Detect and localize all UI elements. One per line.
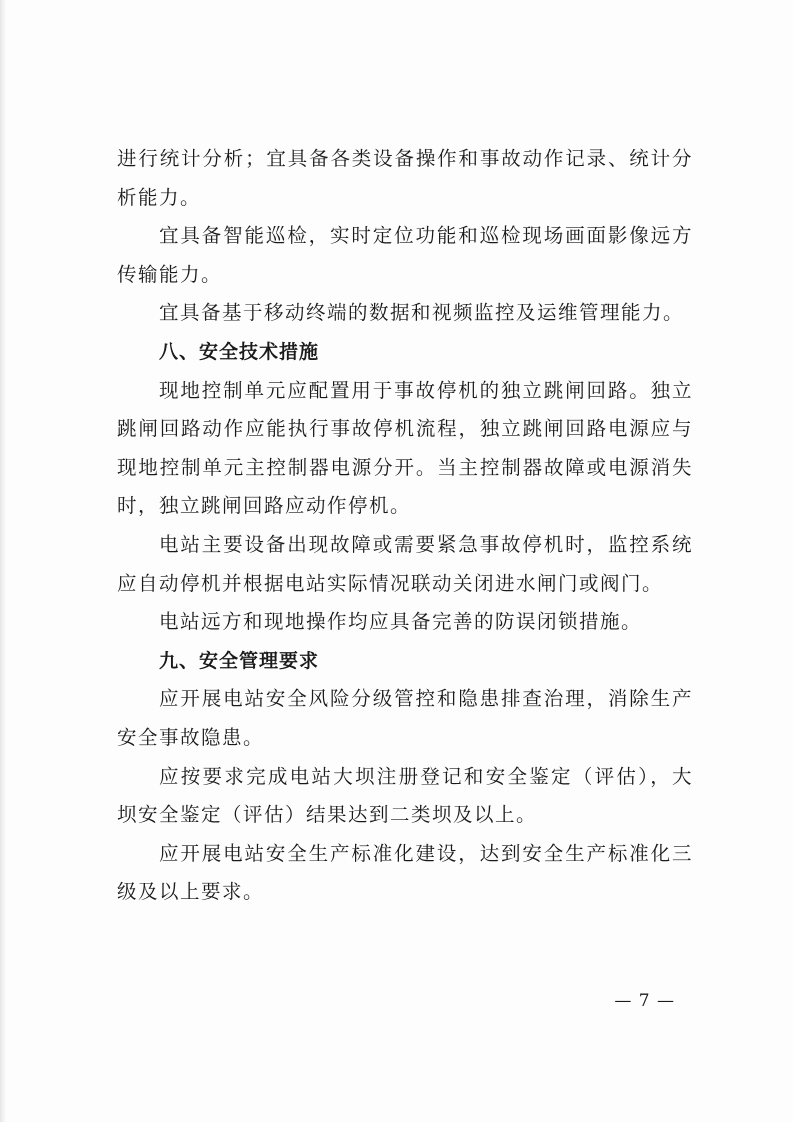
paragraph-dam-registration: 应按要求完成电站大坝注册登记和安全鉴定（评估），大坝安全鉴定（评估）结果达到二类坝及以上。 — [117, 764, 693, 827]
paragraph-statistics: 进行统计分析；宜具备各类设备操作和事故动作记录、统计分析能力。 — [117, 147, 693, 209]
paragraph-mobile-terminal: 宜具备基于移动终端的数据和视频监控及运维管理能力。 — [159, 301, 685, 325]
scan-edge-shadow — [0, 0, 6, 1122]
document-body — [117, 140, 693, 912]
paragraph-interlock: 电站远方和现地操作均应具备完善的防误闭锁措施。 — [159, 610, 643, 634]
paragraph-standardization: 应开展电站安全生产标准化建设，达到安全生产标准化三级及以上要求。 — [117, 841, 693, 904]
paragraph-risk-control: 应开展电站安全风险分级管控和隐患排查治理，消除生产安全事故隐患。 — [117, 687, 693, 749]
section-heading-safety-management: 九、安全管理要求 — [159, 649, 320, 672]
paragraph-smart-inspection: 宜具备智能巡检，实时定位功能和巡检现场画面影像远方传输能力。 — [117, 224, 693, 286]
page-number: — 7 — — [614, 991, 675, 1011]
section-heading-safety-technical: 八、安全技术措施 — [159, 340, 320, 363]
paragraph-trip-circuit: 现地控制单元应配置用于事故停机的独立跳闸回路。独立跳闸回路动作应能执行事故停机流程，独立跳闸回路电源应与现地控制单元主控制器电源分开。当主控制器故障或电源消失时，独立跳闸回路应动作停机。 — [117, 378, 693, 518]
paragraph-emergency-stop: 电站主要设备出现故障或需要紧急事故停机时，监控系统应自动停机并根据电站实际情况联动关闭进水闸门或阀门。 — [117, 532, 693, 595]
